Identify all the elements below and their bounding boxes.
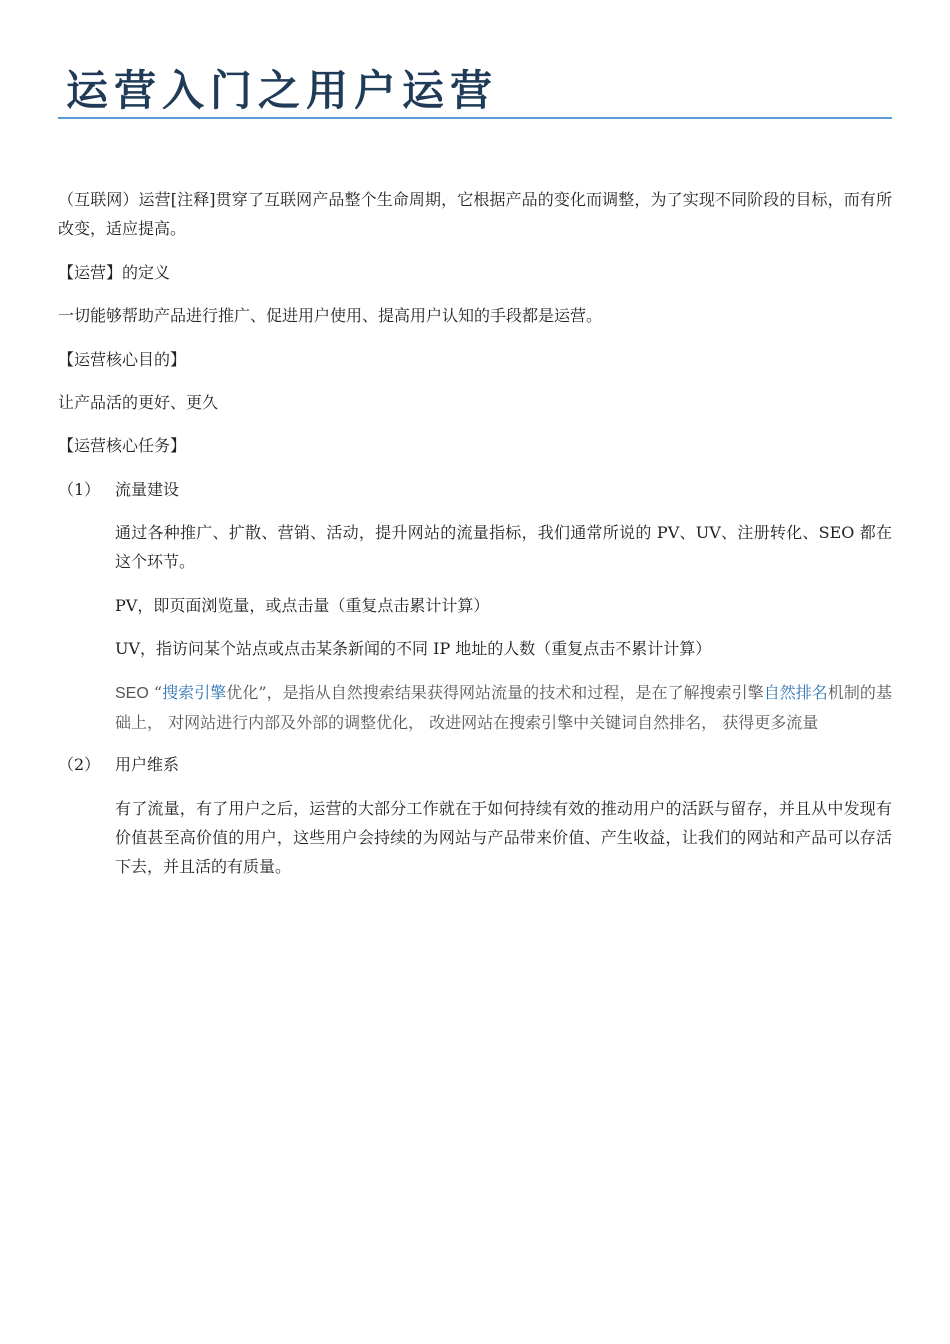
item2-number: （2） <box>58 755 101 774</box>
item1-paragraph-uv: UV，指访问某个站点或点击某条新闻的不同 IP 地址的人数（重复点击不累计计算） <box>115 639 712 658</box>
item2-label: 用户维系 <box>115 755 180 774</box>
item1-label: 流量建设 <box>115 480 180 499</box>
definition-text: 一切能够帮助产品进行推广、促进用户使用、提高用户认知的手段都是运营。 <box>58 306 603 325</box>
item1-paragraph-1: 通过各种推广、扩散、营销、活动，提升网站的流量指标，我们通常所说的 PV、UV、注册转化、SEO 都在这个环节。 <box>115 523 892 571</box>
definition-heading: 【运营】的定义 <box>58 263 171 282</box>
seo-link-search-engine[interactable]: 搜索引擎 <box>162 685 227 702</box>
item1-number: （1） <box>58 480 101 499</box>
seo-text-1: 优化”，是指从自然搜索结果获得网站流量的技术和过程，是在了解搜索引擎 <box>226 683 764 702</box>
seo-prefix: SEO <box>115 685 149 702</box>
seo-text-2: 机制的基础上， 对网站进行内部及外部的调整优化， 改进网站在搜索引擎中关键词自然排名， 获得更多流量 <box>115 683 892 732</box>
seo-link-natural-ranking[interactable]: 自然排名 <box>763 685 828 702</box>
goal-heading: 【运营核心目的】 <box>58 350 187 369</box>
item2-paragraph-1: 有了流量，有了用户之后，运营的大部分工作就在于如何持续有效的推动用户的活跃与留存，并且从中发现有价值甚至高价值的用户，这些用户会持续的为网站与产品带来价值、产生收益，让我们的网站和产品可以存活下去，并且活的有质量。 <box>115 799 892 876</box>
item1-paragraph-seo <box>115 678 892 737</box>
goal-text: 让产品活的更好、更久 <box>58 393 219 412</box>
title-divider <box>58 117 892 119</box>
seo-open-quote: “ <box>153 683 163 702</box>
task-heading: 【运营核心任务】 <box>58 436 187 455</box>
page-title: 运营入门之用户运营 <box>66 66 499 115</box>
item1-paragraph-pv: PV，即页面浏览量，或点击量（重复点击累计计算） <box>115 596 490 615</box>
intro-paragraph: （互联网）运营[注释]贯穿了互联网产品整个生命周期，它根据产品的变化而调整，为了实现不同阶段的目标，而有所改变，适应提高。 <box>58 190 892 238</box>
